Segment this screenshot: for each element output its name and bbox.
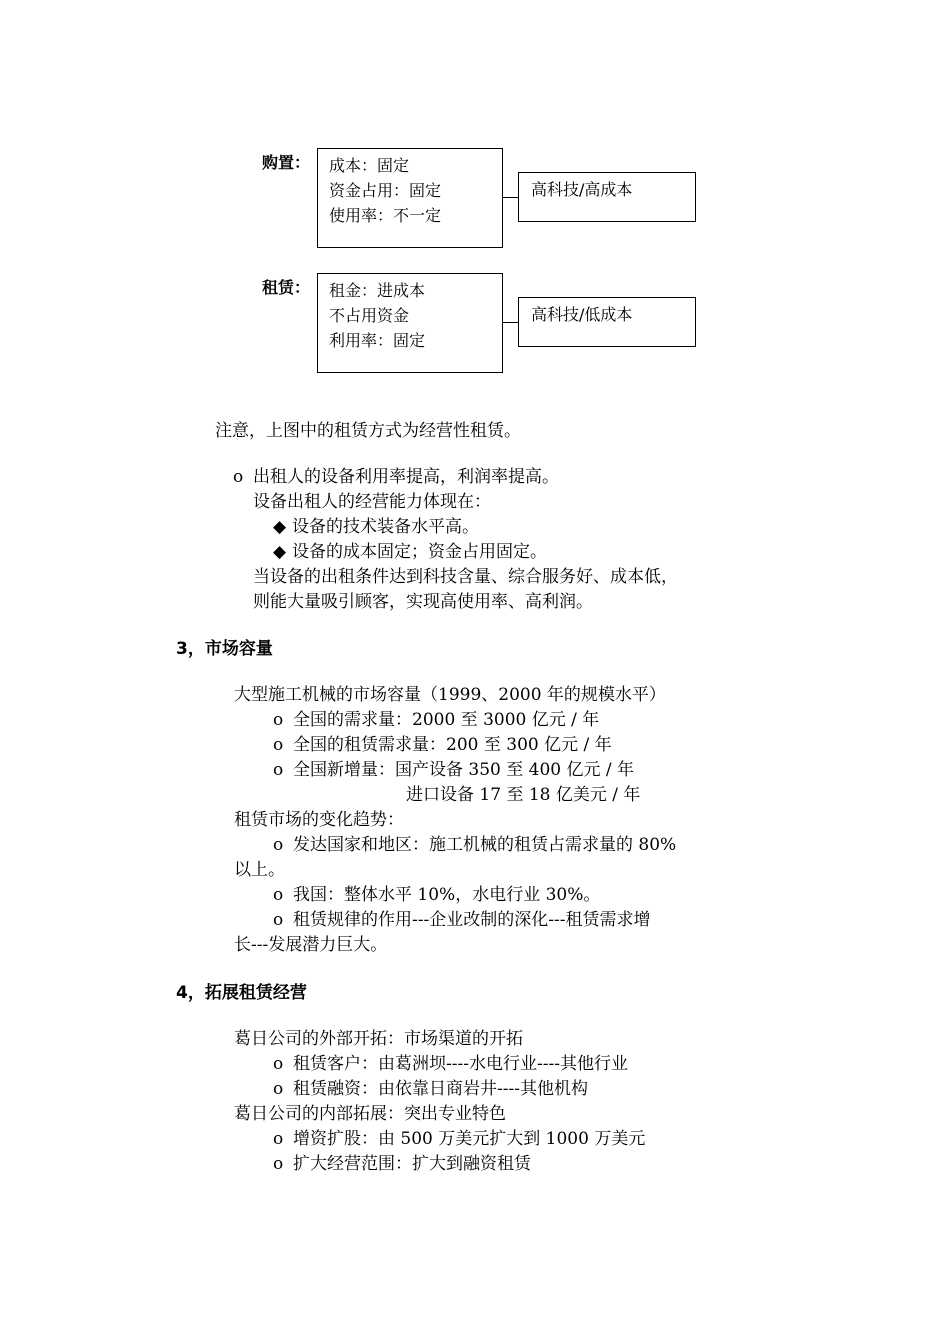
external-expansion: 葛日公司的外部开拓：市场渠道的开拓 (234, 1029, 523, 1049)
lease-attributes-box (317, 273, 503, 373)
national-new-domestic: 全国新增量：国产设备 350 至 400 亿元 / 年 (293, 760, 635, 780)
purchase-attr-1: 成本：固定 (329, 156, 410, 175)
purchase-label: 购置： (262, 153, 311, 172)
trend-law-2: 长---发展潜力巨大。 (234, 935, 388, 955)
national-new-import: 进口设备 17 至 18 亿美元 / 年 (406, 785, 641, 805)
lease-market-trend: 租赁市场的变化趋势： (234, 810, 404, 830)
bullet-marker: o (273, 1079, 284, 1099)
section-heading-expand-leasing: 4，拓展租赁经营 (176, 983, 307, 1003)
lease-clients: 租赁客户：由葛洲坝----水电行业----其他行业 (293, 1054, 628, 1074)
capability-item-1: 设备的技术装备水平高。 (292, 517, 479, 537)
business-scope: 扩大经营范围：扩大到融资租赁 (293, 1154, 531, 1174)
lease-financing: 租赁融资：由依靠日商岩井----其他机构 (293, 1079, 588, 1099)
capital-increase: 增资扩股：由 500 万美元扩大到 1000 万美元 (293, 1129, 646, 1149)
bullet-marker: o (273, 885, 284, 905)
internal-expansion: 葛日公司的内部拓展：突出专业特色 (234, 1104, 506, 1124)
bullet-marker: o (273, 1154, 284, 1174)
diagram-note: 注意，上图中的租赁方式为经营性租赁。 (215, 421, 521, 441)
bullet-marker: o (273, 735, 284, 755)
trend-china: 我国：整体水平 10%，水电行业 30%。 (293, 885, 601, 905)
lease-result-box (518, 297, 696, 347)
bullet-marker: o (273, 910, 284, 930)
lessor-conclusion-2: 则能大量吸引顾客，实现高使用率、高利润。 (253, 592, 593, 612)
lease-attr-2: 不占用资金 (329, 306, 410, 325)
capability-item-2: 设备的成本固定；资金占用固定。 (292, 542, 547, 562)
national-lease-demand: 全国的租赁需求量：200 至 300 亿元 / 年 (293, 735, 612, 755)
purchase-connector-h (503, 197, 519, 198)
diamond-bullet: ◆ (273, 517, 287, 537)
lease-attr-3: 利用率：固定 (329, 331, 426, 350)
purchase-attributes-box (317, 148, 503, 248)
bullet-marker: o (273, 835, 284, 855)
lessor-conclusion-1: 当设备的出租条件达到科技含量、综合服务好、成本低， (253, 567, 678, 587)
market-capacity-intro: 大型施工机械的市场容量（1999、2000 年的规模水平） (234, 685, 666, 705)
lessor-benefit: 出租人的设备利用率提高，利润率提高。 (253, 467, 559, 487)
lease-result: 高科技/低成本 (531, 305, 633, 324)
trend-developed-2: 以上。 (234, 860, 285, 880)
bullet-marker: o (273, 1054, 284, 1074)
lessor-capability-intro: 设备出租人的经营能力体现在： (253, 492, 491, 512)
bullet-marker: o (273, 1129, 284, 1149)
national-demand: 全国的需求量：2000 至 3000 亿元 / 年 (293, 710, 600, 730)
purchase-attr-3: 使用率：不一定 (329, 206, 442, 225)
purchase-attr-2: 资金占用：固定 (329, 181, 442, 200)
purchase-result: 高科技/高成本 (531, 180, 633, 199)
bullet-marker: o (273, 710, 284, 730)
bullet-marker: o (273, 760, 284, 780)
lease-connector-h (503, 322, 519, 323)
section-heading-market-capacity: 3，市场容量 (176, 639, 273, 659)
trend-developed-1: 发达国家和地区：施工机械的租赁占需求量的 80% (293, 835, 677, 855)
diamond-bullet: ◆ (273, 542, 287, 562)
purchase-result-box (518, 172, 696, 222)
lease-attr-1: 租金：进成本 (329, 281, 426, 300)
trend-law-1: 租赁规律的作用---企业改制的深化---租赁需求增 (293, 910, 651, 930)
lease-label: 租赁： (262, 278, 311, 297)
bullet-marker: o (233, 467, 244, 487)
